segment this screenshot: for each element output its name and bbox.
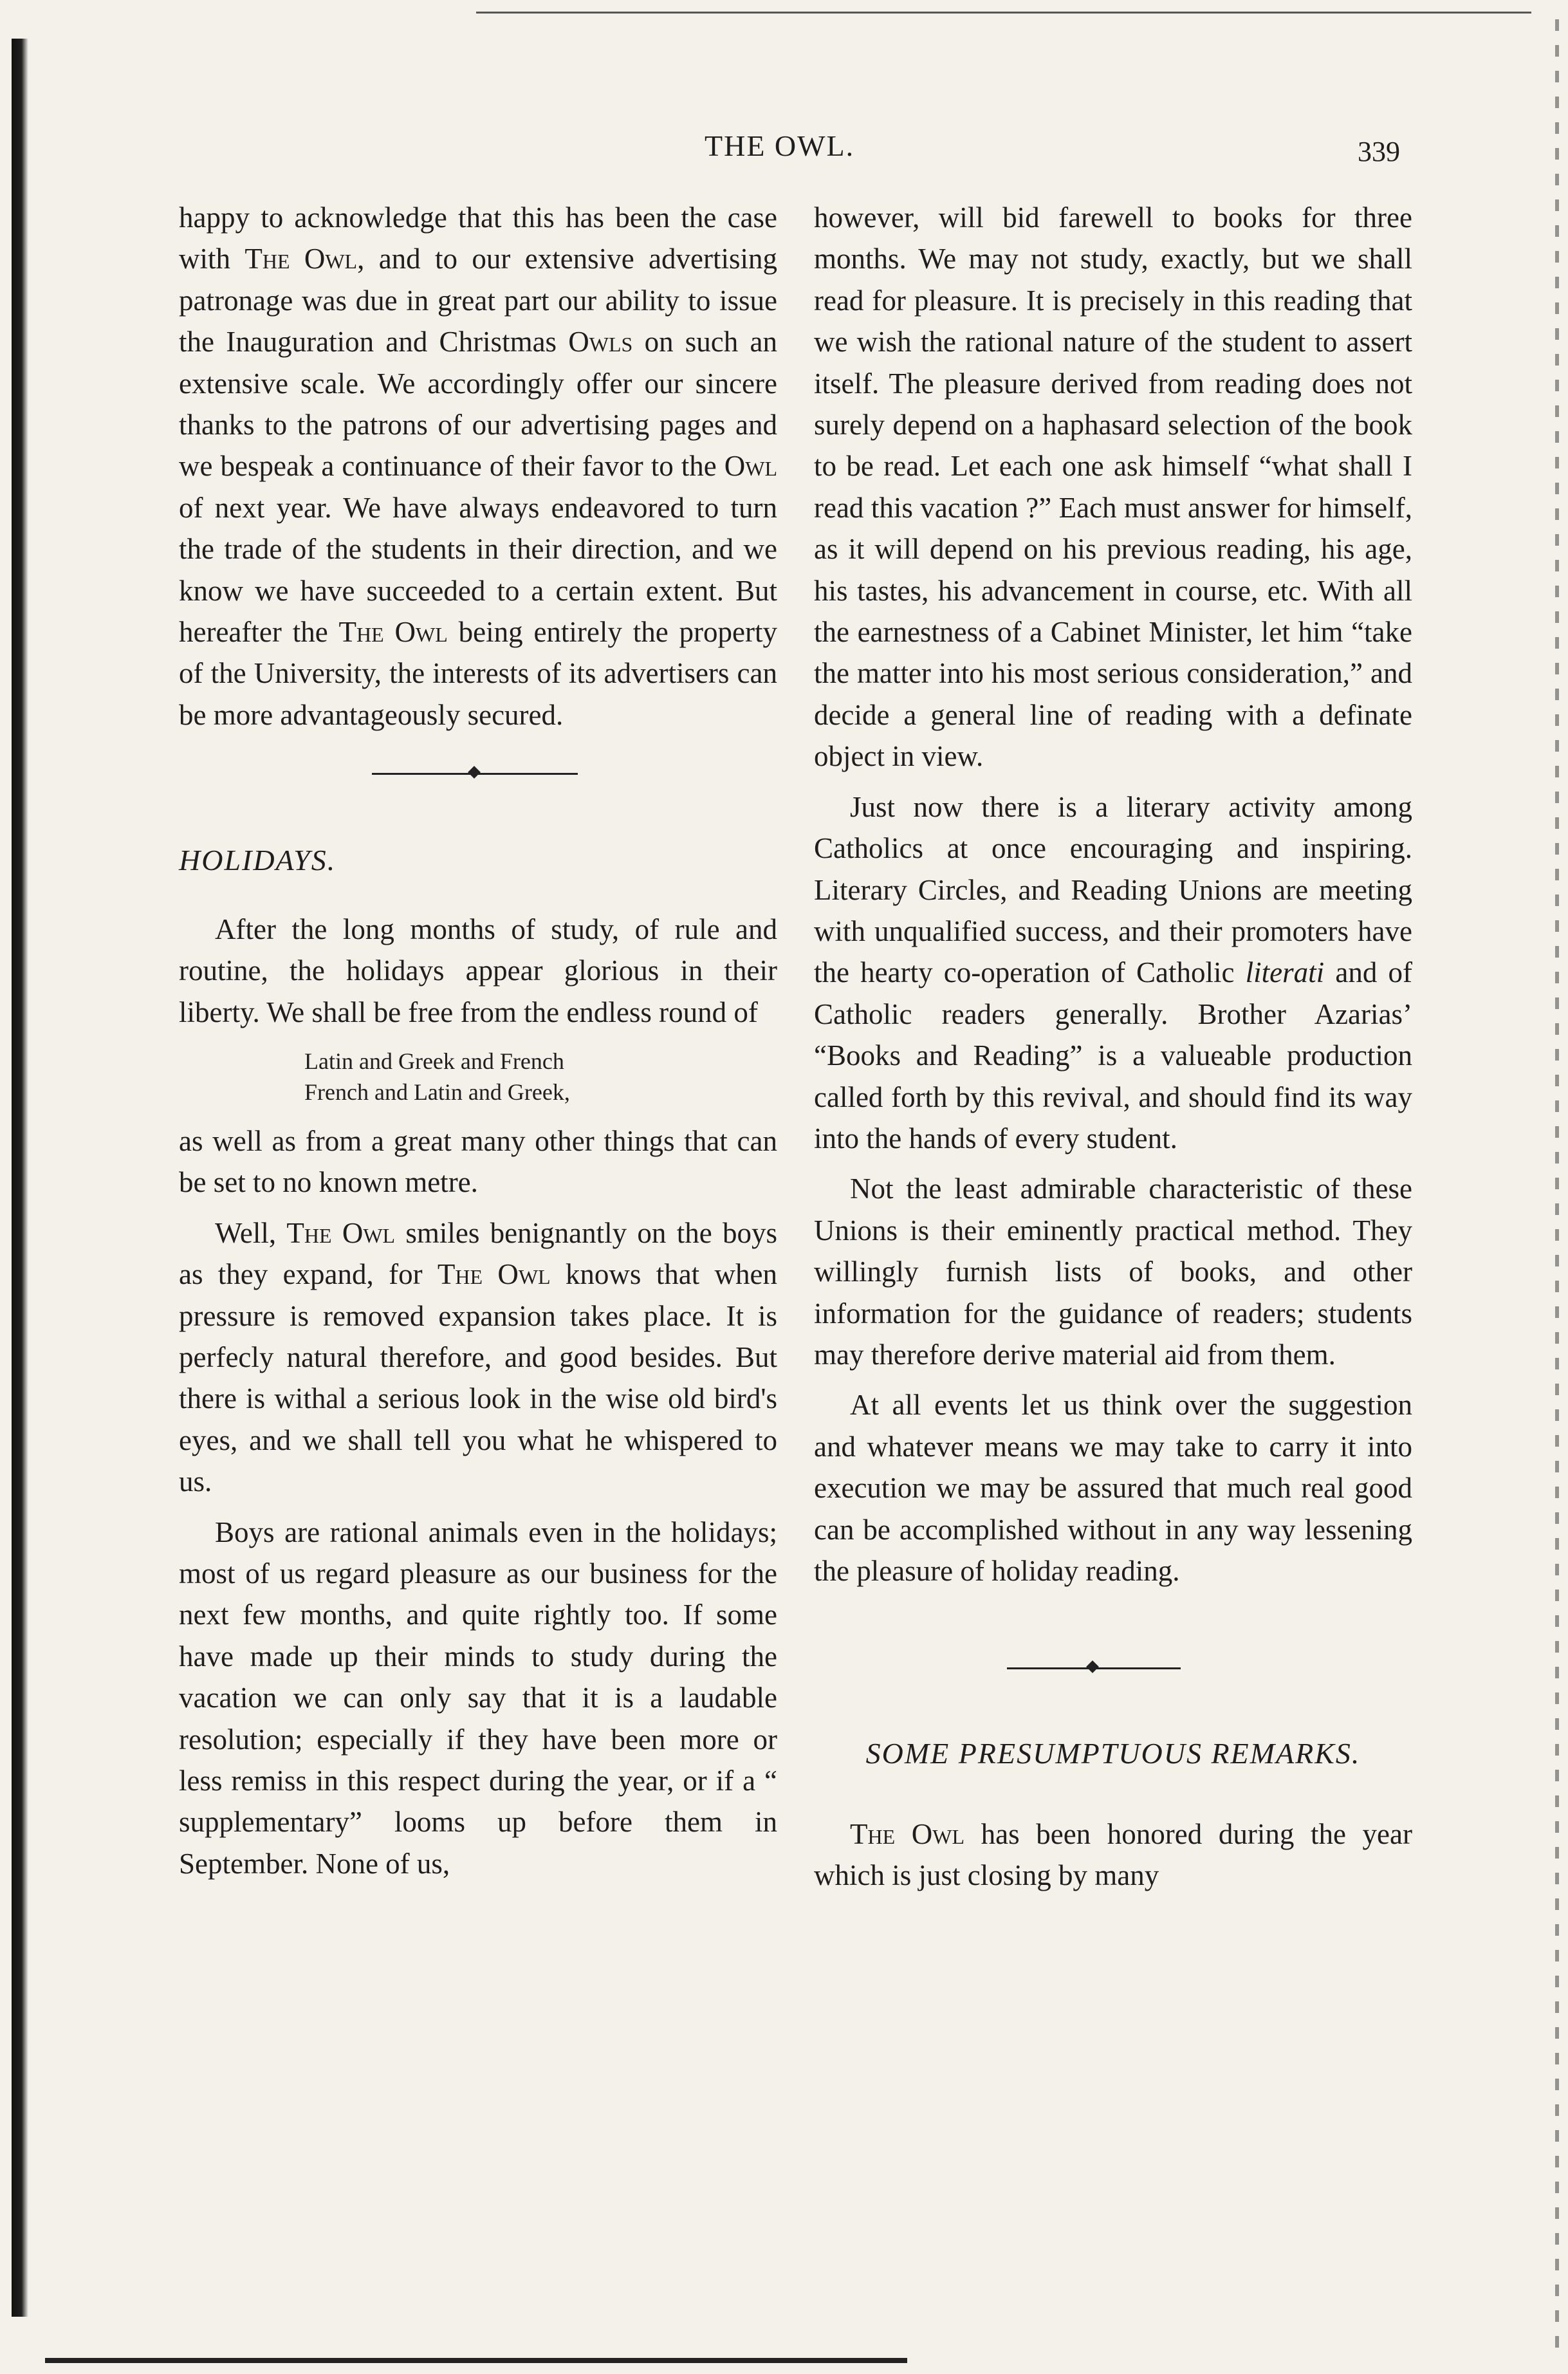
paragraph: as well as from a great many other things that can be set to no known metre.	[179, 1124, 777, 1199]
paragraph	[179, 197, 777, 736]
paragraph	[179, 1212, 777, 1503]
publication-name: The Owl	[437, 1258, 551, 1291]
verse-quotation	[179, 1046, 777, 1108]
paragraph	[814, 786, 1412, 1160]
section-heading-remarks: SOME PRESUMPTUOUS REMARKS.	[865, 1737, 1361, 1770]
bottom-rule	[45, 2358, 907, 2363]
text-run: on such an extensive scale. We accordingly offer our sincere thanks to the patrons of our advertising pages and we bespeak a continuance of their favor to the	[179, 326, 777, 483]
paragraph: Not the least admirable characteristic of these Unions is their eminently practical method. They willingly furnish lists of books, and other information for the guidance of readers; students may therefore derive material aid from them.	[814, 1173, 1412, 1371]
section-heading-holidays: HOLIDAYS.	[179, 844, 337, 877]
page-number: 339	[1358, 136, 1400, 167]
publication-name: The Owl	[850, 1817, 965, 1850]
right-column	[814, 197, 1412, 1896]
paragraph: however, will bid farewell to books for three months. We may not study, exactly, but we shall read for pleasure. It is precisely in this reading that we wish the rational nature of the student to assert itself. The pleasure derived from reading does not surely depend on a haphasard selection of the book to be read. Let each one ask himself “what shall I read this vacation ?” Each must answer for himself, as it will depend on his previous reading, his age, his tastes, his advancement in course, etc. With all the earnestness of a Cabinet Minister, let him “take the matter into his most serious consideration,” and decide a general line of reading with a definate object in view.	[814, 201, 1412, 773]
paragraph: Boys are rational animals even in the holidays; most of us regard pleasure as our business for the next few months, and quite rightly too. If some have made up their minds to study during the vacation we can only say that it is a laudable resolution; especially if they have been more or less remiss in this respect during the year, or if a “ supplementary” looms up before them in September. None of us,	[179, 1516, 777, 1880]
verse-line: French and Latin and Greek,	[304, 1079, 570, 1105]
text-run: , and to our extensive advertising patronage was due in great part our ability to issue the Inauguration and Christmas	[179, 243, 777, 358]
italic-term: literati	[1245, 956, 1325, 989]
scan-right-edge	[1555, 19, 1559, 2349]
section-divider	[814, 1630, 1412, 1707]
publication-name: Owl	[724, 450, 777, 483]
divider-diamond-icon	[468, 766, 481, 779]
verse-line: Latin and Greek and French	[304, 1048, 564, 1074]
text-run: Well,	[215, 1216, 287, 1249]
left-column	[179, 197, 777, 1884]
section-divider	[179, 736, 777, 813]
paragraph: After the long months of study, of rule and routine, the holidays appear glorious in their liberty. We shall be free from the endless round of	[179, 913, 777, 1028]
publication-name: The Owl	[338, 616, 448, 649]
text-run: has been honored during the year which is just closing by many	[814, 1817, 1412, 1892]
text-run: and of Catholic readers generally. Brother Azarias’ “Books and Reading” is a valueable production called forth by this revival, and should find its way into the hands of every student.	[814, 956, 1412, 1155]
publication-name: Owls	[568, 326, 633, 358]
paragraph: At all events let us think over the suggestion and whatever means we may take to carry it into execution we may be assured that much real good can be accomplished without in any way lessening the pleasure of holiday reading.	[814, 1389, 1412, 1587]
scan-binding-edge	[12, 39, 28, 2317]
top-rule	[476, 12, 1531, 14]
running-head: THE OWL.	[705, 129, 855, 162]
publication-name: The Owl	[244, 243, 358, 275]
text-run: smiles benignantly on the boys as they expand, for	[179, 1216, 777, 1291]
paragraph	[814, 1813, 1412, 1896]
text-run: happy to acknowledge that this has been the case with	[179, 201, 777, 275]
text-run: knows that when pressure is removed expansion takes place. It is perfecly natural therefore, and good besides. But there is withal a serious look in the wise old bird's eyes, and we shall tell you what he whispered to us.	[179, 1258, 777, 1498]
text-run: Just now there is a literary activity among Catholics at once encouraging and inspiring. Literary Circles, and Reading Unions are meeting with unqualified success, and their promoters have the hearty co-operation of Catholic	[814, 790, 1412, 989]
publication-name: The Owl	[286, 1216, 396, 1249]
text-run: being entirely the property of the University, the interests of its advertisers can be more advantageously secured.	[179, 616, 778, 731]
divider-diamond-icon	[1086, 1661, 1099, 1674]
text-run: of next year. We have always endeavored to turn the trade of the students in their direction, and we know we have succeeded to a certain extent. But hereafter the	[179, 491, 777, 649]
